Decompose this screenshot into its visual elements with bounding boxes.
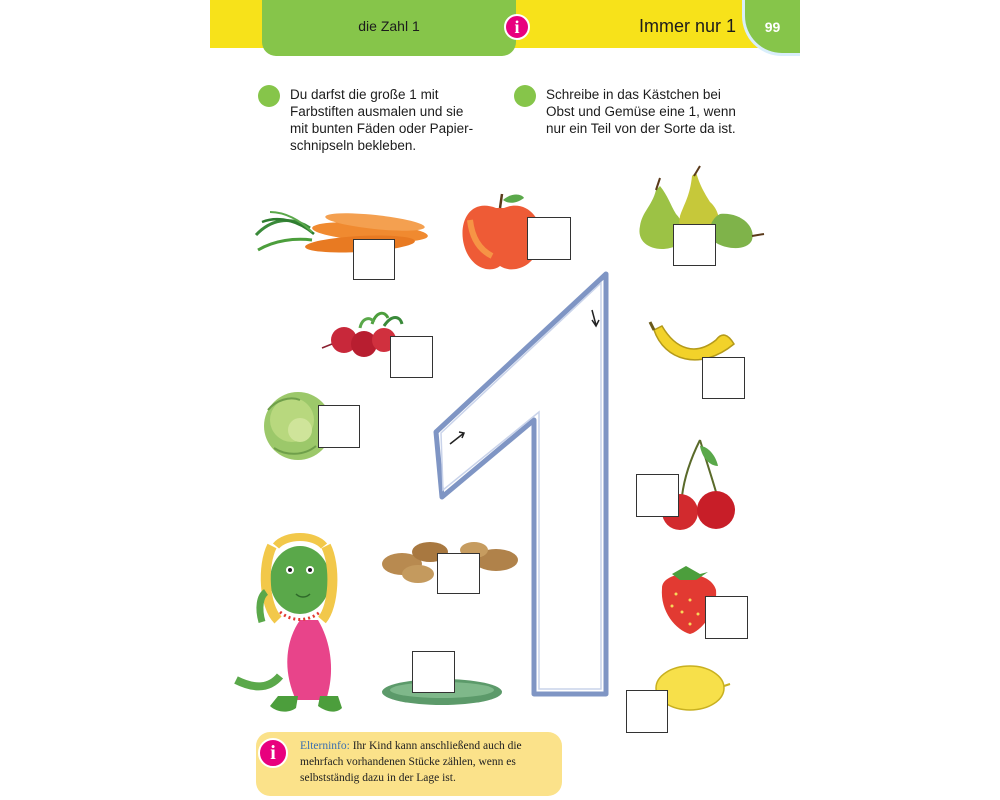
instruction-left-line: mit bunten Fäden oder Papier- [290, 121, 474, 136]
parent-info-line-text: Ihr Kind kann anschließend auch die [352, 740, 522, 752]
answer-box-potatoes[interactable] [437, 553, 480, 594]
info-icon: i [504, 14, 530, 40]
answer-box-strawberry[interactable] [705, 596, 748, 639]
banana-illustration [650, 322, 734, 360]
carrots-illustration [256, 210, 428, 255]
parent-info-line: selbstständig dazu in der Lage ist. [300, 772, 456, 784]
parent-info-line: mehrfach vorhandenen Stücke zählen, wenn es [300, 756, 516, 768]
parent-info-line [300, 738, 556, 754]
instruction-left-line: Farbstiften ausmalen und sie [290, 104, 464, 119]
instruction-right-line: nur ein Teil von der Sorte da ist. [546, 121, 736, 136]
answer-box-radishes[interactable] [390, 336, 433, 378]
answer-box-lettuce[interactable] [318, 405, 360, 448]
instruction-left-line: schnipseln bekleben. [290, 138, 417, 153]
instruction-right-line: Schreibe in das Kästchen bei [546, 87, 721, 102]
page-number: 99 [742, 0, 800, 56]
answer-box-carrots[interactable] [353, 239, 395, 280]
answer-box-cherries[interactable] [636, 474, 679, 517]
answer-box-banana[interactable] [702, 357, 745, 399]
parent-info-icon: i [258, 738, 288, 768]
page-title: Immer nur 1 [638, 16, 736, 36]
dragon-mascot-illustration [236, 537, 342, 712]
instruction-left-line: Du darfst die große 1 mit [290, 87, 439, 102]
header-topic: die Zahl 1 [358, 18, 420, 34]
instruction-right-line: Obst und Gemüse eine 1, wenn [546, 104, 736, 119]
answer-box-pears[interactable] [673, 224, 716, 266]
answer-box-lemon[interactable] [626, 690, 668, 733]
parent-info-text [300, 738, 556, 786]
answer-box-cucumber[interactable] [412, 651, 455, 693]
answer-box-apple[interactable] [527, 217, 571, 260]
number-one-outline [436, 274, 606, 694]
parent-info-label: Elterninfo: [300, 740, 350, 752]
